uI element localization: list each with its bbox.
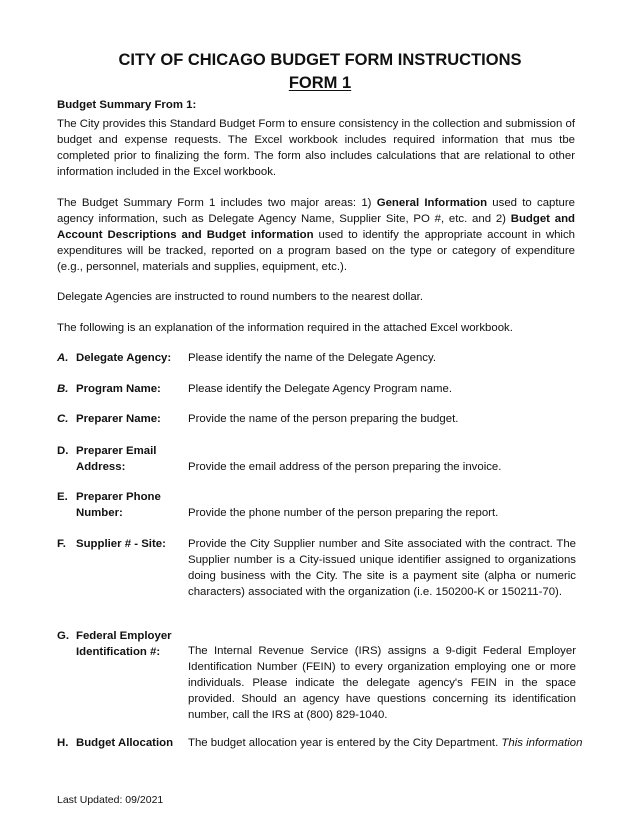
- item-d-label: D. Preparer Email Address:: [57, 445, 157, 473]
- rounding-paragraph: Delegate Agencies are instructed to round numbers to the nearest dollar.: [57, 291, 423, 303]
- last-updated-footer: Last Updated: 09/2021: [57, 794, 164, 806]
- summary-heading: Budget Summary From 1:: [57, 99, 197, 111]
- item-e-text: Provide the phone number of the person preparing the report.: [188, 507, 499, 519]
- item-f-text: Provide the City Supplier number and Site associated with the contract. The Supplier number is a City-issued unique identifier assigned to organizations doing business with the City. The site is a payment site (alpha or numeric characters) associated with the organization (i.e. 150200-K or 150211-70).: [188, 538, 576, 598]
- general-information-term: General Information: [376, 197, 488, 209]
- item-f-label: F. Supplier # - Site:: [57, 538, 166, 550]
- item-c-label: C. Preparer Name:: [57, 413, 161, 425]
- intro-paragraph: The City provides this Standard Budget Form to ensure consistency in the collection and submission of budget and expense requests. The Excel workbook includes required information that mus tbe completed prior to finalizing the form. The form also includes calculations that are relational to other information included in the Excel workbook.: [57, 118, 575, 178]
- item-b-label: B. Program Name:: [57, 383, 161, 395]
- document-title: CITY OF CHICAGO BUDGET FORM INSTRUCTIONS: [118, 51, 522, 69]
- item-h-text: The budget allocation year is entered by the City Department. This information: [188, 737, 583, 749]
- item-b-text: Please identify the Delegate Agency Program name.: [188, 383, 453, 395]
- form-number: FORM 1: [288, 74, 352, 92]
- item-e-label: E. Preparer Phone Number:: [57, 491, 161, 519]
- item-d-text: Provide the email address of the person preparing the invoice.: [188, 461, 502, 473]
- item-g-text: The Internal Revenue Service (IRS) assigns a 9-digit Federal Employer Identification Number (FEIN) to every organization employing one or more individuals. Please indicate the delegate agency's FEIN in the space provided. Should an agency have questions concerning its identification number, call the IRS at (800) 829-1040.: [188, 645, 576, 721]
- explanation-paragraph: The following is an explanation of the information required in the attached Excel workbook.: [57, 322, 513, 334]
- areas-paragraph: The Budget Summary Form 1 includes two major areas: 1) General Information used to capture agency information, such as Delegate Agency Name, Supplier Site, PO #, etc. and 2) Budget and Account Descriptions and Budget information used to identify the appropriate account in which expenditures will be tracked, reported on a program based on the type or category of expenditure (e.g., personnel, materials and supplies, equipment, etc.).: [57, 197, 576, 273]
- item-a-text: Please identify the name of the Delegate Agency.: [188, 352, 437, 364]
- item-h-label: H. Budget Allocation: [57, 737, 174, 749]
- item-g-label: G. Federal Employer Identification #:: [57, 630, 172, 658]
- item-c-text: Provide the name of the person preparing the budget.: [188, 413, 459, 425]
- item-a-label: A. Delegate Agency:: [57, 352, 172, 364]
- document-subtitle: [0, 73, 640, 94]
- budget-account-term: Budget and Account Descriptions and Budget information: [57, 213, 575, 241]
